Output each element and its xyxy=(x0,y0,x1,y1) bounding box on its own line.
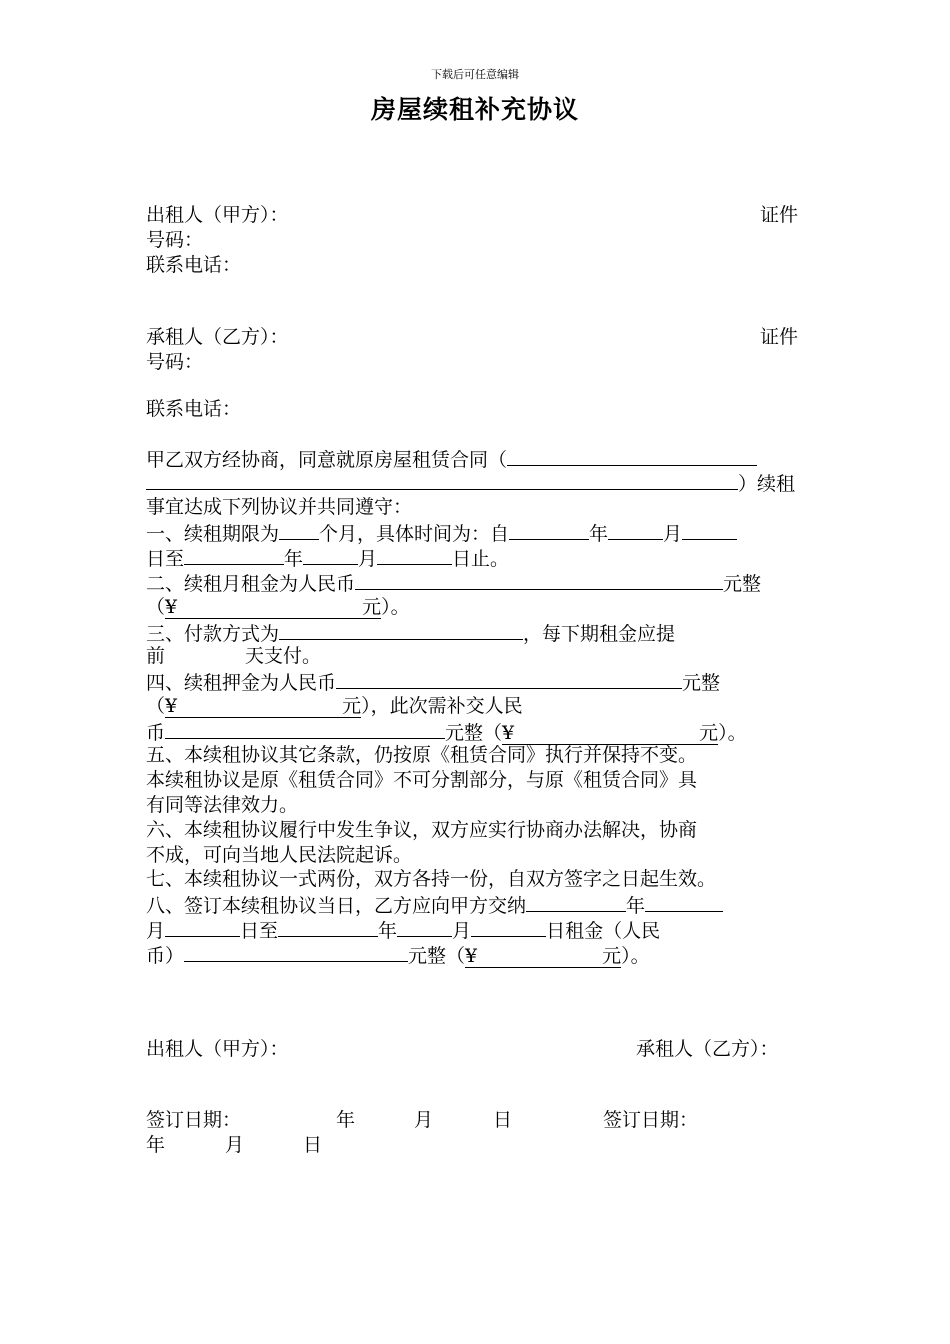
clause-3-line-1 xyxy=(146,620,675,646)
clause-4-yuan-unit: 元 xyxy=(342,695,362,717)
clause-3-days: 天支付。 xyxy=(245,645,322,667)
clause-8-yuan-unit: 元 xyxy=(602,945,622,967)
sign-date-a-year: 年 xyxy=(336,1109,356,1131)
signature-party-a: 出租人（甲方）： xyxy=(146,1038,289,1060)
clause-1-year: 年 xyxy=(589,523,609,545)
clause-4-line-1 xyxy=(146,669,720,695)
clause-5-line-3: 有同等法律效力。 xyxy=(146,794,299,816)
clause-4-end: ）。 xyxy=(718,722,747,744)
yuan-sign: ¥ xyxy=(165,596,178,618)
intro-line-1 xyxy=(146,446,757,472)
party-b-id-label: 证件 xyxy=(760,326,799,348)
clause-4-supplement: ），此次需补交人民 xyxy=(361,695,523,717)
clause-3-text: 三、付款方式为 xyxy=(146,623,280,645)
clause-2-paren-close: ）。 xyxy=(381,596,410,618)
clause-5-line-1: 五、本续租协议其它条款，仍按原《租赁合同》执行并保持不变。 xyxy=(146,744,698,766)
start-year-blank[interactable] xyxy=(509,520,589,540)
sign-date-b-month: 月 xyxy=(225,1134,245,1156)
deposit-figure-blank[interactable] xyxy=(165,695,361,718)
clause-7-line-1: 七、本续租协议一式两份，双方各持一份，自双方签字之日起生效。 xyxy=(146,868,717,890)
clause-4-text: 四、续租押金为人民币 xyxy=(146,672,337,694)
header-note: 下载后可任意编辑 xyxy=(431,68,519,81)
clause-1-line-1 xyxy=(146,520,737,546)
clause-1-month: 月 xyxy=(663,523,683,545)
start-month-blank[interactable] xyxy=(608,520,663,540)
sign-date-b-day: 日 xyxy=(303,1134,323,1156)
intro-text-2: ）续租 xyxy=(738,473,796,495)
rent-figure-blank[interactable] xyxy=(165,596,381,619)
clause-1-end: 日止。 xyxy=(452,548,510,570)
clause-5-line-2: 本续租协议是原《租赁合同》不可分割部分，与原《租赁合同》具 xyxy=(146,769,698,791)
sign-date-label-a: 签订日期： xyxy=(146,1109,242,1131)
end-month-blank[interactable] xyxy=(303,545,358,565)
supplement-amount-blank[interactable] xyxy=(165,719,445,739)
sign-date-a-day: 日 xyxy=(493,1109,513,1131)
clause-8-end-month: 月 xyxy=(452,920,472,942)
clause-4-yuan: 元整 xyxy=(682,672,721,694)
clause-4-line-2 xyxy=(146,694,523,718)
clause-6-line-2: 不成，可向当地人民法院起诉。 xyxy=(146,844,413,866)
clause-8-currency: 币） xyxy=(146,945,185,967)
months-blank[interactable] xyxy=(279,520,319,540)
clause-4-yuan-whole: 元整（ xyxy=(445,722,503,744)
clause-8-end-year: 年 xyxy=(378,920,398,942)
pay-end-month-blank[interactable] xyxy=(397,917,452,937)
clause-1-from: 个月，具体时间为：自 xyxy=(319,523,510,545)
pay-amount-blank[interactable] xyxy=(184,942,408,962)
clause-2-line-1 xyxy=(146,570,761,596)
clause-2-line-2 xyxy=(146,595,410,619)
pay-year-blank[interactable] xyxy=(526,892,626,912)
sign-date-a-month: 月 xyxy=(414,1109,434,1131)
signature-party-b: 承租人（乙方）： xyxy=(636,1038,779,1060)
party-b-label: 承租人（乙方）： xyxy=(146,326,289,348)
pay-month-blank[interactable] xyxy=(645,892,723,912)
clause-3-line-2 xyxy=(146,644,321,668)
end-day-blank[interactable] xyxy=(377,545,452,565)
clause-8-text: 八、签订本续租协议当日，乙方应向甲方交纳 xyxy=(146,895,527,917)
clause-1-to: 日至 xyxy=(146,548,185,570)
party-a-phone-label: 联系电话： xyxy=(146,254,242,276)
clause-1-text: 一、续租期限为 xyxy=(146,523,280,545)
clause-8-line-3 xyxy=(146,942,650,968)
clause-8-line-2 xyxy=(146,917,660,943)
yuan-sign: ¥ xyxy=(502,722,515,744)
deposit-amount-blank[interactable] xyxy=(336,669,682,689)
clause-3-next: ，每下期租金应提 xyxy=(523,623,676,645)
pay-end-day-blank[interactable] xyxy=(471,917,546,937)
pay-day-blank[interactable] xyxy=(165,917,240,937)
clause-6-line-1: 六、本续租协议履行中发生争议，双方应实行协商办法解决，协商 xyxy=(146,819,698,841)
party-b-id-number-label: 号码： xyxy=(146,351,204,373)
document-title: 房屋续租补充协议 xyxy=(370,95,579,124)
yuan-sign: ¥ xyxy=(165,695,178,717)
party-a-id-number-label: 号码： xyxy=(146,229,204,251)
party-b-phone-label: 联系电话： xyxy=(146,398,242,420)
clause-4-paren-open: （ xyxy=(146,695,166,717)
sign-date-b-year: 年 xyxy=(146,1134,166,1156)
clause-1-end-year: 年 xyxy=(284,548,304,570)
clause-2-yuan: 元整 xyxy=(723,573,762,595)
clause-8-yuan-whole: 元整（ xyxy=(408,945,466,967)
clause-1-line-2 xyxy=(146,545,509,571)
yuan-sign: ¥ xyxy=(465,945,478,967)
clause-4-yuan-unit-2: 元 xyxy=(699,722,719,744)
clause-8-line-1 xyxy=(146,892,723,918)
clause-3-before: 前 xyxy=(146,645,166,667)
clause-2-text: 二、续租月租金为人民币 xyxy=(146,573,356,595)
pay-end-year-blank[interactable] xyxy=(278,917,378,937)
clause-1-end-month: 月 xyxy=(358,548,378,570)
payment-method-blank[interactable] xyxy=(279,620,523,640)
party-a-label: 出租人（甲方）： xyxy=(146,204,289,226)
contract-name-blank-2[interactable] xyxy=(146,470,738,490)
contract-name-blank-1[interactable] xyxy=(507,446,757,466)
end-year-blank[interactable] xyxy=(184,545,284,565)
party-a-id-label: 证件 xyxy=(760,204,799,226)
clause-8-year: 年 xyxy=(626,895,646,917)
intro-line-2 xyxy=(146,470,795,496)
clause-4-currency: 币 xyxy=(146,722,166,744)
clause-2-paren-open: （ xyxy=(146,596,166,618)
clause-4-line-3 xyxy=(146,719,747,745)
supplement-figure-blank[interactable] xyxy=(502,722,718,745)
clause-8-month: 月 xyxy=(146,920,166,942)
clause-8-to: 日至 xyxy=(240,920,279,942)
clause-8-rent: 日租金（人民 xyxy=(546,920,661,942)
sign-date-label-b: 签订日期： xyxy=(603,1109,699,1131)
start-day-blank[interactable] xyxy=(682,520,737,540)
intro-line-3: 事宜达成下列协议并共同遵守： xyxy=(146,496,413,518)
clause-8-end: ）。 xyxy=(621,945,650,967)
clause-2-yuan-unit: 元 xyxy=(362,596,382,618)
pay-figure-blank[interactable] xyxy=(465,945,621,968)
rent-amount-blank[interactable] xyxy=(355,570,723,590)
intro-text-1: 甲乙双方经协商，同意就原房屋租赁合同（ xyxy=(146,449,508,471)
